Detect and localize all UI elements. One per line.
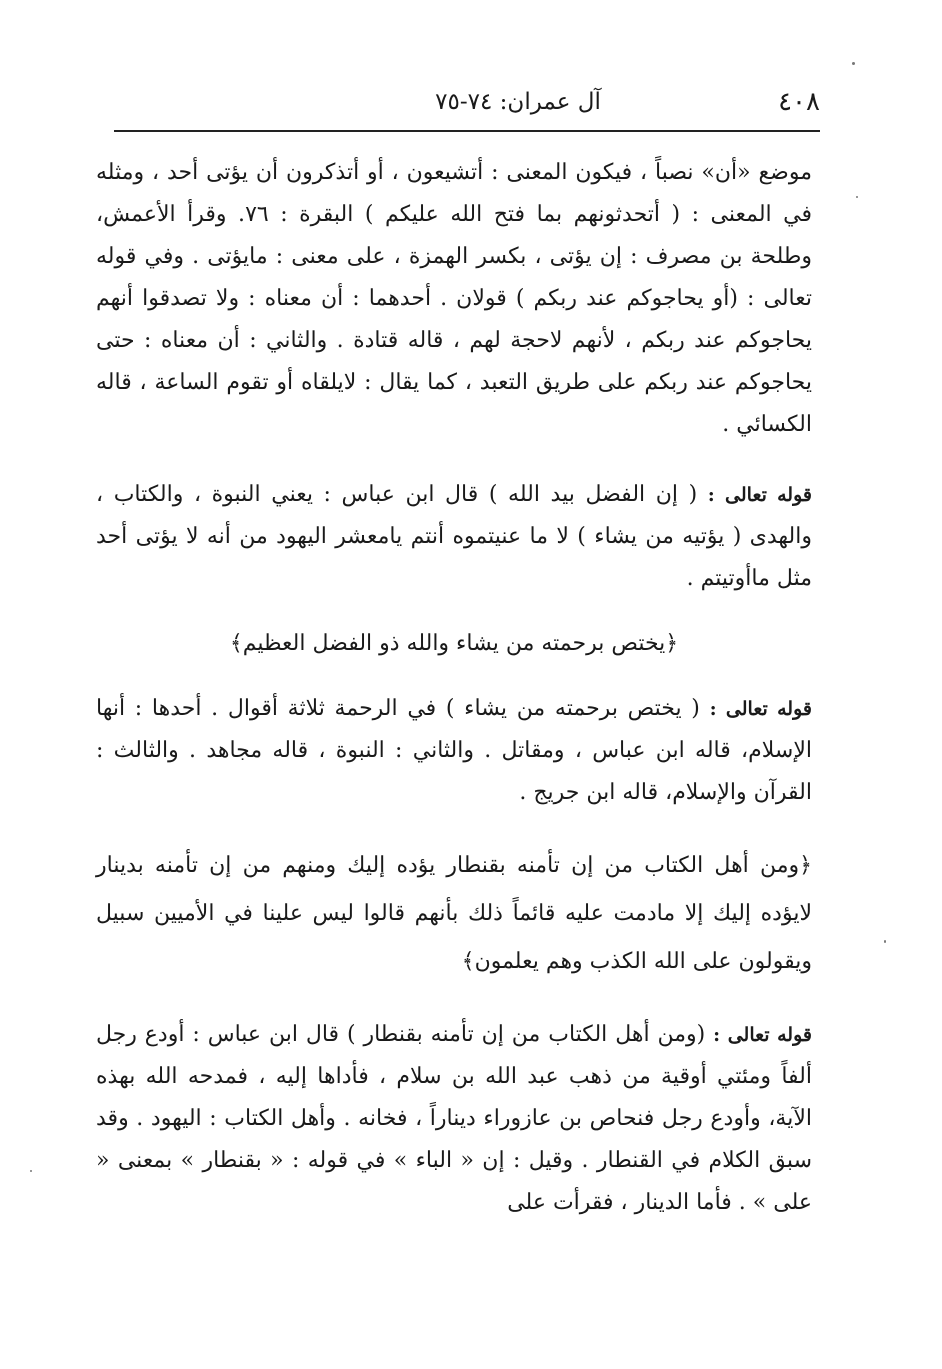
paragraph-3	[96, 688, 812, 814]
spacer	[96, 986, 812, 1014]
running-title: آل عمران: ٧٤-٧٥	[435, 89, 601, 115]
header-rule	[114, 130, 820, 132]
scan-speck	[884, 940, 886, 943]
paragraph-4-text: (ومن أهل الكتاب من إن تأمنه بقنطار ) قال ابن عباس : أودع رجل ألفاً ومئتي أوقية من ذهب عبد الله بن سلام ، فأداها إليه ، فمدحه الله بهذه الآية، وأودع رجل فنحاص بن عازوراء ديناراً ، فخانه . وأهل الكتاب : اليهود . وقد سبق الكلام في القنطار . وقيل : إن « الباء » في قوله : « بقنطار » بمعنى « على » . فأما الدينار ، فقرأت على	[96, 1022, 812, 1215]
paragraph-2-lead: قوله تعالى :	[707, 484, 812, 506]
spacer	[96, 600, 812, 620]
paragraph-4-lead: قوله تعالى :	[713, 1024, 812, 1046]
scan-speck	[856, 196, 858, 198]
scan-speck	[852, 62, 855, 65]
spacer	[96, 814, 812, 842]
spacer	[96, 668, 812, 688]
paragraph-2-text: ( إن الفضل بيد الله ) قال ابن عباس : يعني النبوة ، والكتاب ، والهدى ( يؤتيه من يشاء ) لا ما عنيتموه أنتم يامعشر اليهود من أنه لا يؤتى أحد مثل ماأوتيتم .	[96, 482, 812, 591]
paragraph-2	[96, 474, 812, 600]
paragraph-3-text: ( يختص برحمته من يشاء ) في الرحمة ثلاثة أقوال . أحدها : أنها الإسلام، قاله ابن عباس ، ومقاتل . والثاني : النبوة ، قاله مجاهد . والثالث : القرآن والإسلام، قاله ابن جريج .	[96, 696, 812, 805]
quran-verse-1: ﴿يختص برحمته من يشاء والله ذو الفضل العظيم﴾	[229, 631, 679, 656]
paragraph-1: موضع «أن» نصباً ، فيكون المعنى : أتشيعون ، أو أتذكرون أن يؤتى أحد ، ومثله في المعنى : ( أتحدثونهم بما فتح الله عليكم ) البقرة : ٧٦. وقرأ الأعمش، وطلحة بن مصرف : إن يؤتى ، بكسر الهمزة ، على معنى : مايؤتى . وفي قوله تعالى : (أو يحاجوكم عند ربكم ) قولان . أحدهما : أن معناه : ولا تصدقوا أنهم يحاجوكم عند ربكم ، لأنهم لاحجة لهم ، قاله قتادة . والثاني : أن معناه : حتى يحاجوكم عند ربكم على طريق التعبد ، كما يقال : لايلقاه أو تقوم الساعة ، قاله الكسائي .	[96, 160, 812, 437]
quran-verse-2: ﴿ومن أهل الكتاب من إن تأمنه بقنطار يؤده إليك ومنهم من إن تأمنه بدينار لايؤده إليك إلا مادمت عليه قائماً ذلك بأنهم قالوا ليس علينا في الأميين سبيل ويقولون على الله الكذب وهم يعلمون﴾	[96, 853, 812, 974]
page-number: ٤٠٨	[778, 87, 820, 117]
spacer	[96, 446, 812, 474]
scan-speck	[30, 1170, 32, 1172]
paragraph-4	[96, 1014, 812, 1224]
page-body	[96, 152, 812, 1224]
paragraph-3-lead: قوله تعالى :	[709, 698, 812, 720]
page-header	[118, 84, 820, 124]
